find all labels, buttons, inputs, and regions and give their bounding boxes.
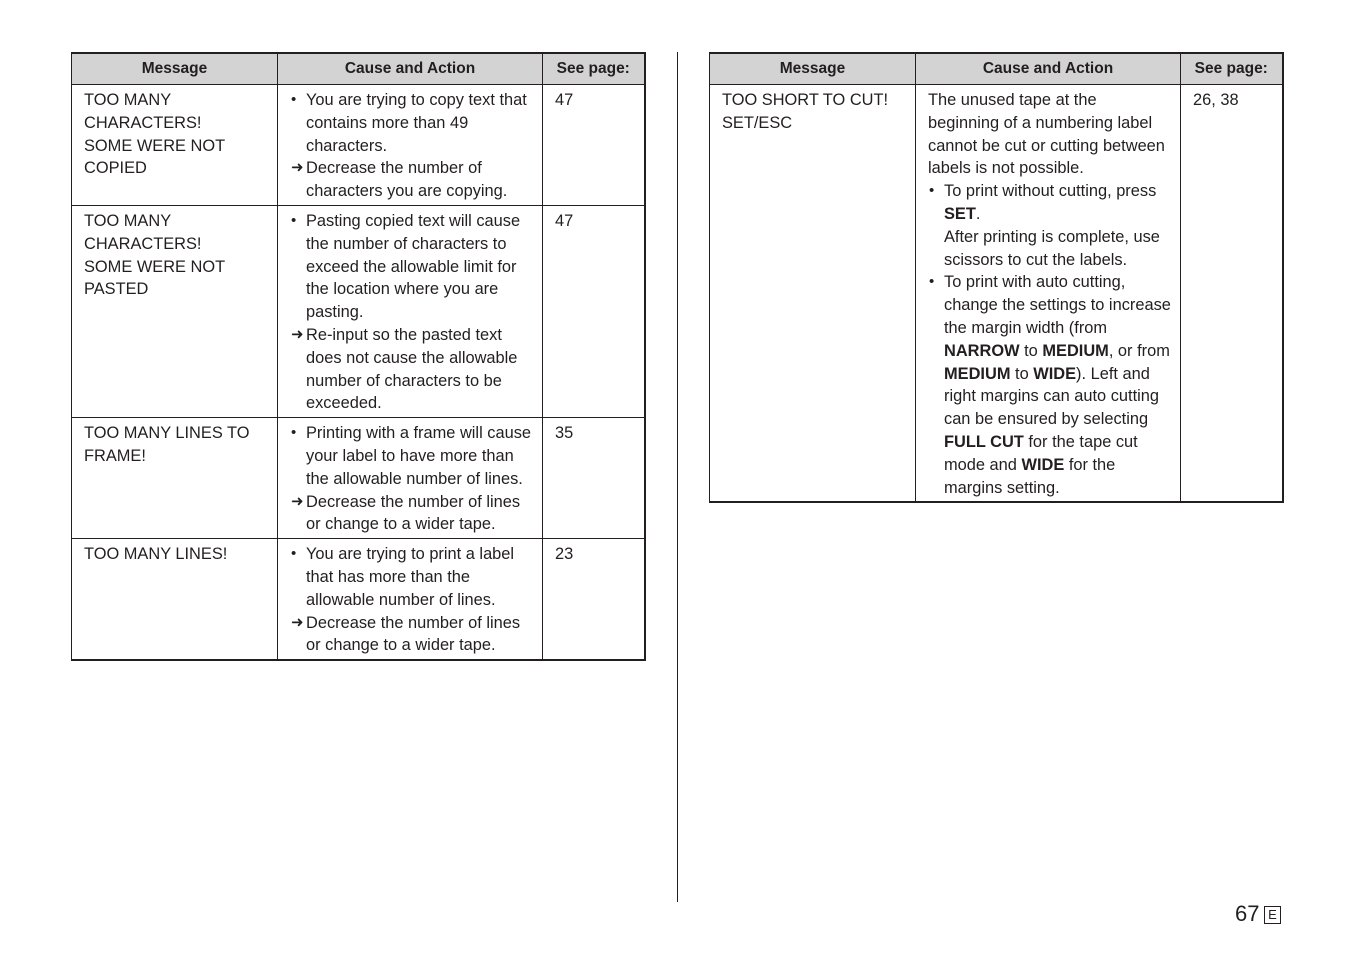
- error-table-left: [71, 52, 646, 661]
- message-line: FRAME!: [84, 446, 146, 465]
- message-line: PASTED: [84, 280, 149, 299]
- item-text: Re-input so the pasted text does not cause the allowable number of characters to be exceeded.: [306, 325, 518, 413]
- header-cause-action: Cause and Action: [278, 53, 543, 85]
- item-text: for the tape cut mode and: [944, 432, 1138, 474]
- message-line: COPIED: [84, 159, 147, 178]
- message-line: TOO MANY LINES TO: [84, 424, 250, 443]
- action-item: [290, 612, 534, 658]
- see-page-cell: 35: [543, 418, 645, 539]
- message-cell: [72, 205, 278, 417]
- bullet-marker: •: [291, 545, 297, 563]
- table-row: [72, 85, 645, 206]
- table-row: [72, 418, 645, 539]
- setting-name: MEDIUM: [1042, 341, 1109, 360]
- message-line: TOO SHORT TO CUT!: [722, 91, 889, 109]
- item-text: To print without cutting, press: [944, 182, 1157, 201]
- item-text: You are trying to print a label that has more than the allowable number of lines.: [306, 545, 515, 609]
- arrow-right-icon: ➜: [291, 325, 304, 343]
- bullet-item: [290, 543, 534, 611]
- cause-action-cell: [278, 205, 543, 417]
- bullet-item: [928, 271, 1172, 499]
- message-line: SOME WERE NOT: [84, 136, 226, 155]
- column-divider: [677, 52, 678, 902]
- message-line: CHARACTERS!: [84, 234, 202, 253]
- message-cell: [72, 85, 278, 206]
- error-table-right: [709, 52, 1284, 503]
- table-row: [72, 539, 645, 660]
- setting-name: FULL CUT: [944, 432, 1024, 451]
- setting-name: WIDE: [1033, 364, 1077, 383]
- message-line: TOO MANY: [84, 211, 172, 230]
- item-text: .: [975, 204, 981, 223]
- bullet-marker: •: [291, 211, 297, 229]
- cause-action-cell: [916, 85, 1181, 503]
- bullet-item: [290, 89, 534, 157]
- item-text: , or from: [1108, 341, 1170, 360]
- table-body-right: [710, 85, 1283, 503]
- cause-action-cell: [278, 418, 543, 539]
- see-page-cell: 23: [543, 539, 645, 660]
- item-text: to: [1010, 364, 1034, 383]
- cause-action-cell: [278, 539, 543, 660]
- item-text: Decrease the number of characters you are copying.: [306, 159, 508, 201]
- header-cause-action: Cause and Action: [916, 53, 1181, 85]
- bullet-marker: •: [291, 91, 297, 108]
- item-text: for the margins setting.: [944, 455, 1116, 497]
- action-item: [290, 324, 534, 415]
- cause-action-cell: [278, 85, 543, 206]
- item-text: Printing with a frame will cause your label to have more than the allowable number of lines.: [306, 424, 532, 488]
- table-header-row: [72, 53, 645, 85]
- item-text: To print with auto cutting, change the settings to increase the margin width (from: [944, 273, 1171, 337]
- page-number: 67: [1235, 901, 1260, 926]
- arrow-right-icon: ➜: [291, 613, 304, 631]
- message-cell: [710, 85, 916, 503]
- item-text: ). Left and right margins can auto cutting can be ensured by selecting: [944, 364, 1160, 429]
- bullet-marker: •: [929, 182, 935, 200]
- item-text: Pasting copied text will cause the number of characters to exceed the allowable limit for the location where you are pasting.: [306, 211, 521, 322]
- see-page-cell: 47: [543, 85, 645, 206]
- bullet-item: [928, 180, 1172, 271]
- arrow-right-icon: ➜: [291, 492, 304, 510]
- cause-intro: The unused tape at the beginning of a numbering label cannot be cut or cutting between labels is not possible.: [928, 91, 1165, 178]
- header-see-page: See page:: [543, 53, 645, 85]
- table-header-row: [710, 53, 1283, 85]
- setting-name: MEDIUM: [944, 364, 1011, 383]
- arrow-right-icon: ➜: [291, 159, 304, 177]
- action-item: [290, 491, 534, 537]
- message-line: TOO MANY: [84, 91, 172, 109]
- key-name: SET: [944, 204, 976, 223]
- item-text: to: [1019, 341, 1043, 360]
- item-text: Decrease the number of lines or change to a wider tape.: [306, 492, 521, 534]
- see-page-cell: 47: [543, 205, 645, 417]
- setting-name: WIDE: [1021, 455, 1065, 474]
- see-page-cell: 26, 38: [1181, 85, 1283, 503]
- bullet-marker: •: [929, 273, 935, 291]
- table-row: [710, 85, 1283, 503]
- header-message: Message: [710, 53, 916, 85]
- message-line: SET/ESC: [722, 113, 793, 132]
- message-line: TOO MANY LINES!: [84, 545, 228, 564]
- message-cell: [72, 539, 278, 660]
- item-text: Decrease the number of lines or change to a wider tape.: [306, 613, 521, 655]
- table-body-left: [72, 85, 645, 661]
- item-continuation: After printing is complete, use scissors to cut the labels.: [944, 227, 1160, 269]
- message-line: SOME WERE NOT: [84, 257, 226, 276]
- setting-name: NARROW: [944, 341, 1020, 360]
- item-text: You are trying to copy text that contains more than 49 characters.: [306, 91, 527, 155]
- header-message: Message: [72, 53, 278, 85]
- bullet-item: [290, 422, 534, 490]
- header-see-page: See page:: [1181, 53, 1283, 85]
- language-mark: E: [1264, 906, 1281, 924]
- bullet-marker: •: [291, 424, 297, 442]
- bullet-item: [290, 210, 534, 324]
- message-cell: [72, 418, 278, 539]
- table-row: [72, 205, 645, 417]
- message-line: CHARACTERS!: [84, 113, 202, 132]
- action-item: [290, 157, 534, 203]
